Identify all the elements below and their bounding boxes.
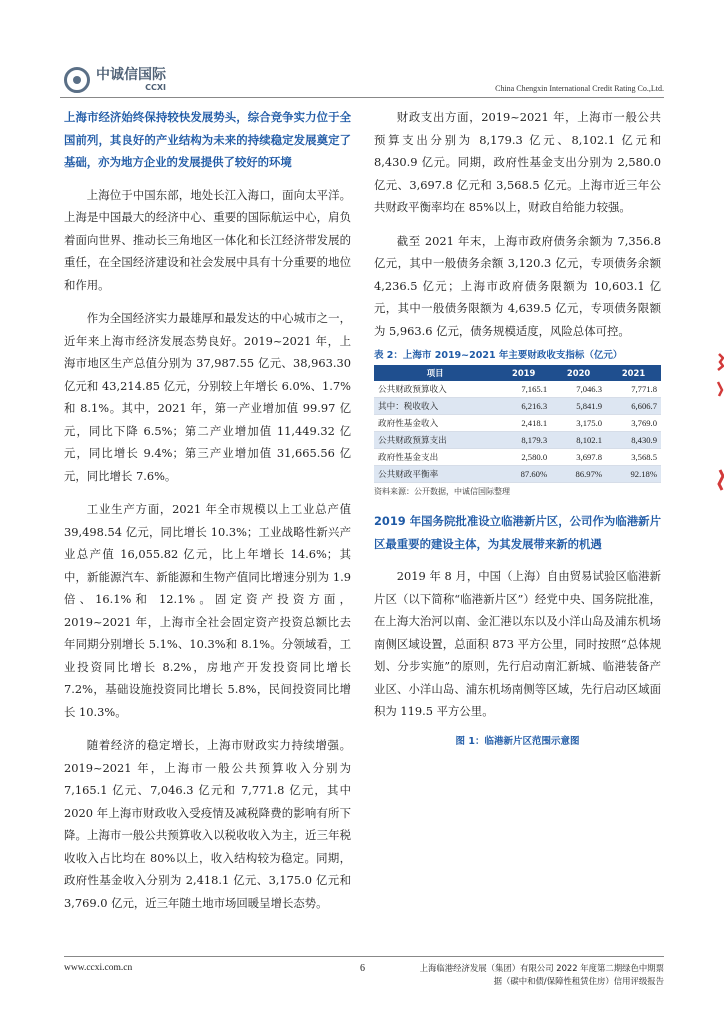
table-cell: 87.60%: [496, 466, 551, 483]
ccxi-logo-icon: [64, 67, 90, 93]
right-column: [374, 106, 661, 750]
page-number: 6: [360, 963, 365, 974]
report-title-line: 据（碳中和债/保障性租赁住房）信用评级报告: [493, 976, 664, 986]
table-cell: 2,418.1: [496, 415, 551, 432]
table-cell: 公共财政预算支出: [374, 432, 496, 449]
section-headline-economy: 上海市经济始终保持较快发展势头，综合竞争实力位于全国前列，其良好的产业结构为未来的持续稳定发展奠定了基础，亦为地方企业的发展提供了较好的环境: [64, 110, 351, 169]
page-footer: [64, 956, 664, 996]
seal-stamp-mark: [718, 382, 722, 396]
table-row: [374, 432, 661, 449]
table-cell: 2,580.0: [496, 449, 551, 466]
table-cell: 3,697.8: [551, 449, 606, 466]
table-cell: 3,175.0: [551, 415, 606, 432]
table-cell: 8,179.3: [496, 432, 551, 449]
paragraph-gdp: 作为全国经济实力最雄厚和最发达的中心城市之一，近年来上海市经济发展态势良好。2019~2021 年，上海市地区生产总值分别为 37,987.55 亿元、38,963.30 亿元和 43,214.85 亿元，分别较上年增长 6.0%、1.7%和 8.1%。其中，2021 年，第一产业增加值 99.97 亿元，同比下降 6.5%；第二产业增加值 11,449.32 亿元，同比增长 9.4%；第三产业增加值 31,665.56 亿元，同比增长 7.6%。: [64, 311, 351, 483]
table-cell: 其中：税收收入: [374, 398, 496, 415]
table-cell: 3,568.5: [606, 449, 661, 466]
table-cell: 公共财政预算收入: [374, 381, 496, 398]
page-header: [60, 64, 664, 98]
table-row: [374, 381, 661, 398]
table-cell: 92.18%: [606, 466, 661, 483]
seal-stamp-mark: [719, 470, 723, 490]
table-header-cell: 2020: [551, 365, 606, 381]
table-cell: 公共财政平衡率: [374, 466, 496, 483]
table-row: [374, 415, 661, 432]
table-cell: 8,430.9: [606, 432, 661, 449]
logo-text-cn: 中诚信国际: [96, 67, 166, 83]
seal-stamp-mark: [718, 354, 723, 370]
paragraph-government-debt: 截至 2021 年末，上海市政府债务余额为 7,356.8 亿元，其中一般债务余额 3,120.3 亿元，专项债务余额 4,236.5 亿元；上海市政府债务限额为 10,603.1 亿元，其中一般债务限额为 4,639.5 亿元，专项债务限额为 5,963.6 亿元，债务规模适度，风险总体可控。: [374, 233, 661, 338]
table-row: [374, 398, 661, 415]
table-cell: 政府性基金支出: [374, 449, 496, 466]
paragraph-location: 上海位于中国东部，地处长江入海口，面向太平洋。上海是中国最大的经济中心、重要的国际航运中心，肩负着面向世界、推动长三角地区一体化和长江经济带发展的重任，在全国经济建设和社会发展中具有十分重要的地位和作用。: [64, 187, 351, 292]
figure-caption: 图 1：临港新片区范围示意图: [455, 735, 580, 747]
table-cell: 6,606.7: [606, 398, 661, 415]
table-cell: 政府性基金收入: [374, 415, 496, 432]
paragraph-industry: 工业生产方面，2021 年全市规模以上工业总产值 39,498.54 亿元，同比增长 10.3%；工业战略性新兴产业总产值 16,055.82 亿元，比上年增长 14.6%；其中，新能源汽车、新能源和生物产值同比增速分别为 1.9 倍、16.1%和 12.1%。固定资产投资方面，2019~2021 年，上海市全社会固定资产投资总额比去年同期分别增长 5.1%、10.3%和 8.1%。分领域看，工业投资同比增长 8.2%，房地产开发投资同比增长 7.2%，基础设施投资同比增长 5.8%，民间投资同比增长 10.3%。: [64, 502, 351, 719]
paragraph-fiscal-revenue: 随着经济的稳定增长，上海市财政实力持续增强。2019~2021 年，上海市一般公共预算收入分别为 7,165.1 亿元、7,046.3 亿元和 7,771.8 亿元，其中 2020 年上海市财政收入受疫情及减税降费的影响有所下降。上海市一般公共预算收入以税收收入为主，近三年税收收入占比均在 80%以上，收入结构较为稳定。同期，政府性基金收入分别为 2,418.1 亿元、3,175.0 亿元和 3,769.0 亿元，近三年随土地市场回暖呈增长态势。: [64, 738, 351, 910]
paragraph-lingang: 2019 年 8 月，中国（上海）自由贸易试验区临港新片区（以下简称“临港新片区”）经党中央、国务院批准，在上海大治河以南、金汇港以东以及小洋山岛及浦东机场南侧区域设置，总面积 873 平方公里，同时按照“总体规划、分步实施”的原则，先行启动南汇新城、临港装备产业区、小洋山岛、浦东机场南侧等区域，先行启动区域面积为 119.5 平方公里。: [374, 569, 661, 718]
paragraph-fiscal-expenditure: 财政支出方面，2019~2021 年，上海市一般公共预算支出分别为 8,179.3 亿元、8,102.1 亿元和 8,430.9 亿元。同期，政府性基金支出分别为 2,580.0 亿元、3,697.8 亿元和 3,568.5 亿元。上海市近三年公共财政平衡率均在 85%以上，财政自给能力较强。: [374, 110, 661, 214]
table-cell: 5,841.9: [551, 398, 606, 415]
footer-website-link[interactable]: www.ccxi.com.cn: [64, 963, 133, 973]
table-caption: 表 2：上海市 2019~2021 年主要财政收支指标（亿元）: [374, 350, 623, 361]
logo-text-en: CCXI: [145, 83, 166, 92]
ccxi-logo: [64, 66, 166, 94]
table-header-cell: 项目: [374, 365, 496, 381]
section-headline-lingang: 2019 年国务院批准设立临港新片区，公司作为临港新片区最重要的建设主体，为其发展带来新的机遇: [374, 514, 661, 551]
report-title: [392, 962, 664, 988]
table-cell: 7,771.8: [606, 381, 661, 398]
seal-stamp-edge: [710, 352, 724, 492]
table-source-note: 资料来源：公开数据，中诚信国际整理: [374, 487, 510, 496]
table-cell: 6,216.3: [496, 398, 551, 415]
left-column: [64, 106, 351, 925]
table-row: [374, 449, 661, 466]
report-title-line: 上海临港经济发展（集团）有限公司 2022 年度第二期绿色中期票: [419, 963, 664, 973]
table-cell: 86.97%: [551, 466, 606, 483]
table-header-row: [374, 365, 661, 381]
table-cell: 7,165.1: [496, 381, 551, 398]
table-row: [374, 466, 661, 483]
table-cell: 8,102.1: [551, 432, 606, 449]
table-header-cell: 2021: [606, 365, 661, 381]
table-cell: 3,769.0: [606, 415, 661, 432]
table-cell: 7,046.3: [551, 381, 606, 398]
table-header-cell: 2019: [496, 365, 551, 381]
fiscal-indicators-table: [374, 365, 661, 483]
company-name-en: China Chengxin International Credit Rating Co.,Ltd.: [495, 84, 664, 93]
